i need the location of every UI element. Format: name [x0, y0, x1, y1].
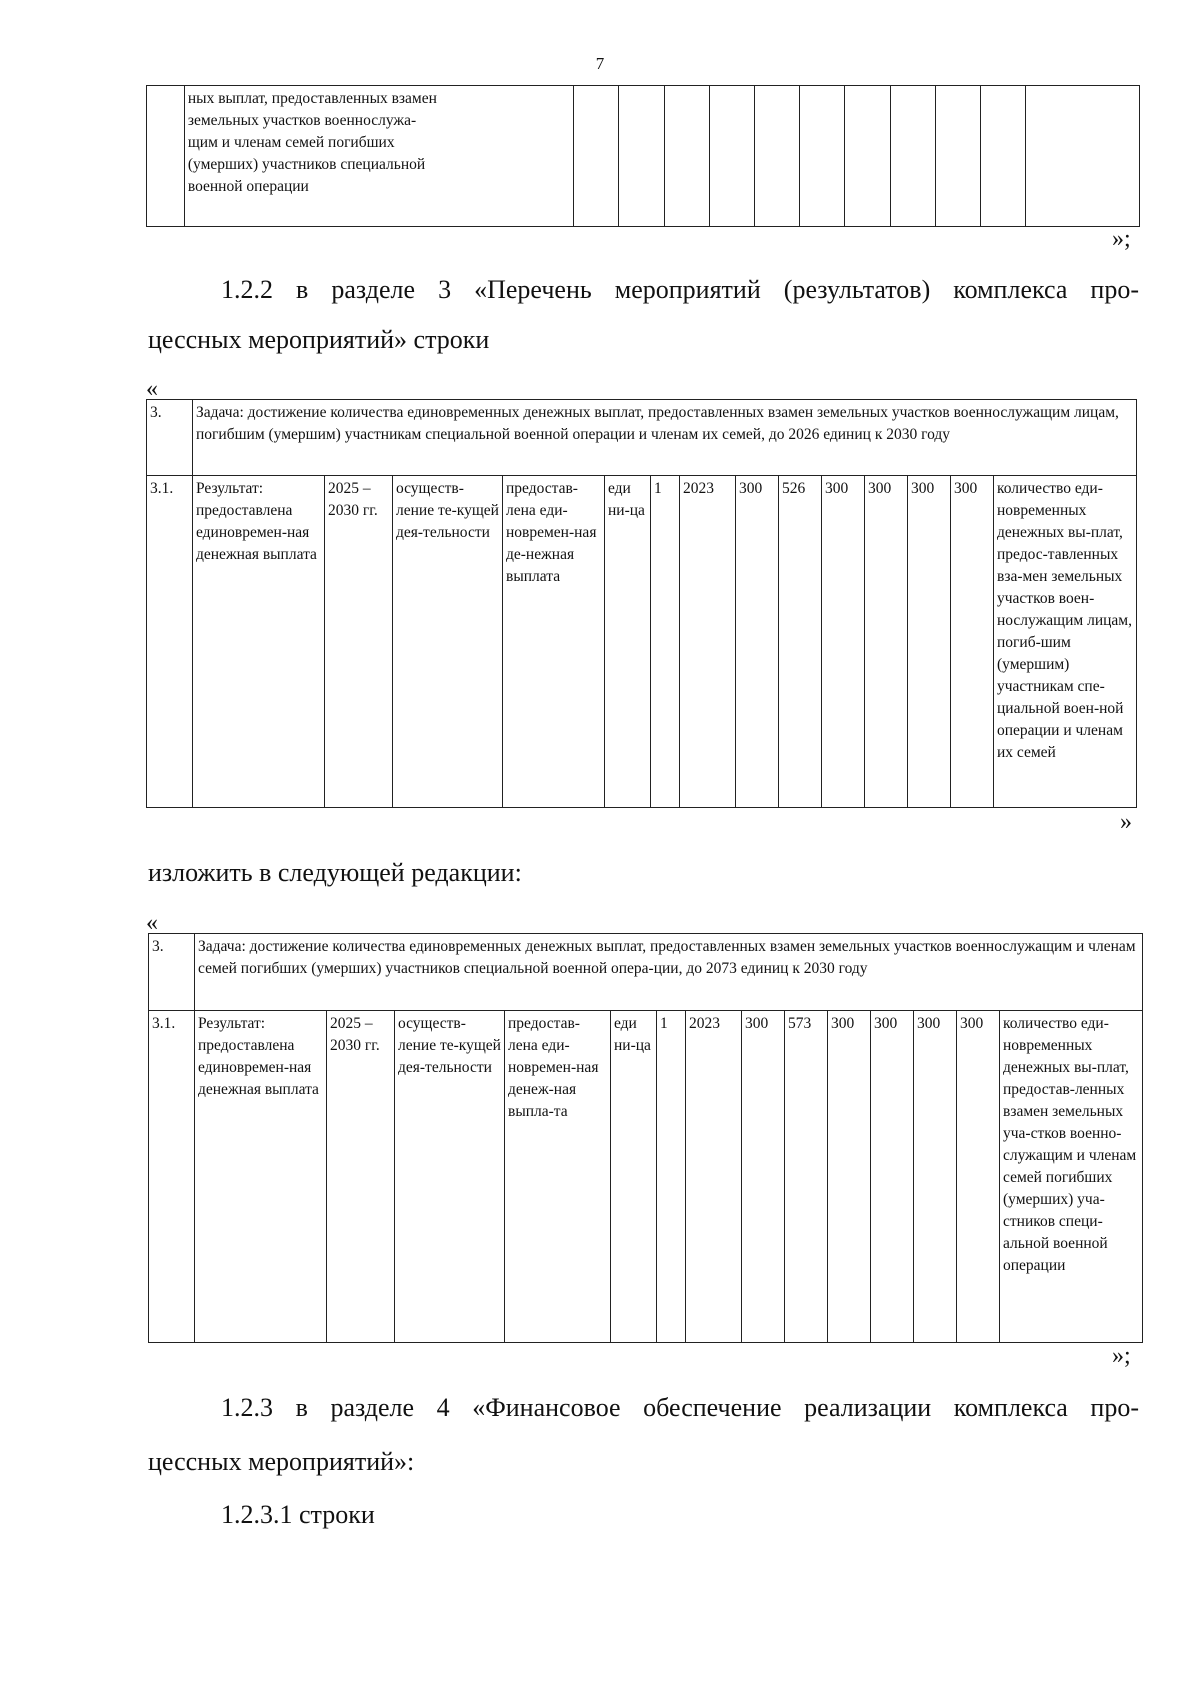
paragraph-1-2-2-line2: цессных мероприятий» строки	[148, 325, 490, 354]
task-number: 3.	[149, 934, 195, 1011]
old-edition-table	[146, 399, 1137, 808]
type-cell: осуществ-ление те-кущей дея-тельности	[393, 476, 503, 808]
paragraph-1-2-3-line2: цессных мероприятий»:	[148, 1447, 415, 1476]
new-edition-table	[148, 933, 1143, 1343]
base-year-cell: 2023	[680, 476, 736, 808]
table-cell	[935, 86, 980, 227]
table-cell	[890, 86, 935, 227]
closing-quote: »	[1120, 809, 1132, 835]
closing-quote: »;	[1112, 226, 1131, 252]
unit-cell: еди ни-ца	[605, 476, 651, 808]
table-cell	[147, 86, 185, 227]
indicator-cell: количество еди-новременных денежных вы-плат, предос-тавленных вза-мен земельных участков воен-нослужащим лицам, погиб-шим (умершим) участникам спе-циальной воен-ной операции и членам их семей	[994, 476, 1137, 808]
code-cell: 1	[651, 476, 680, 808]
table-cell	[981, 86, 1026, 227]
result-cell: Результат: предоставлена единовремен-ная денежная выплата	[193, 476, 325, 808]
value-cell: 300	[822, 476, 865, 808]
value-cell: 300	[908, 476, 951, 808]
characteristic-cell: предостав-лена еди-новремен-ная денеж-ная выпла-та	[505, 1011, 611, 1343]
characteristic-cell: предостав-лена еди-новремен-ная де-нежная выплата	[503, 476, 605, 808]
table-cell	[845, 86, 890, 227]
opening-quote: «	[146, 376, 158, 402]
text-line: ных выплат, предоставленных взамен	[187, 90, 437, 107]
base-year-cell: 2023	[686, 1011, 742, 1343]
opening-quote: «	[146, 910, 158, 936]
closing-quote: »;	[1112, 1343, 1131, 1369]
period-cell: 2025 – 2030 гг.	[327, 1011, 395, 1343]
text-line: военной операции	[187, 178, 309, 195]
paragraph-1-2-3-1: 1.2.3.1 строки	[221, 1500, 375, 1529]
type-cell: осуществ-ление те-кущей дея-тельности	[395, 1011, 505, 1343]
value-cell: 300	[828, 1011, 871, 1343]
period-cell: 2025 – 2030 гг.	[325, 476, 393, 808]
table-cell	[184, 86, 573, 227]
task-number: 3.	[147, 400, 193, 476]
text-line: (умерших) участников специальной	[187, 156, 426, 173]
table-cell	[709, 86, 754, 227]
table-cell	[800, 86, 845, 227]
indicator-cell: количество еди-новременных денежных вы-плат, предостав-ленных взамен земельных уча-стков военно-служащим и членам семей погибших (умерших) уча-стников специ-альной военной операции	[1000, 1011, 1143, 1343]
paragraph-new-edition: изложить в следующей редакции:	[148, 858, 522, 887]
value-cell: 300	[951, 476, 994, 808]
row-number: 3.1.	[149, 1011, 195, 1343]
continuation-table	[146, 85, 1140, 227]
value-cell: 300	[871, 1011, 914, 1343]
value-cell: 300	[914, 1011, 957, 1343]
text-line: щим и членам семей погибших	[187, 134, 395, 151]
result-cell: Результат: предоставлена единовремен-ная денежная выплата	[195, 1011, 327, 1343]
code-cell: 1	[657, 1011, 686, 1343]
table-cell	[754, 86, 799, 227]
value-cell: 300	[957, 1011, 1000, 1343]
value-cell: 300	[736, 476, 779, 808]
value-cell: 300	[742, 1011, 785, 1343]
row-number: 3.1.	[147, 476, 193, 808]
task-text: Задача: достижение количества единовременных денежных выплат, предоставленных взамен земельных участков военнослужащим и членам семей погибших (умерших) участников специальной военной опера-ции, до 2073 единиц к 2030 году	[195, 934, 1143, 1011]
page-number: 7	[595, 54, 605, 73]
table-cell	[574, 86, 619, 227]
unit-cell: еди ни-ца	[611, 1011, 657, 1343]
table-cell	[664, 86, 709, 227]
value-cell: 300	[865, 476, 908, 808]
paragraph-1-2-2-line1: 1.2.2 в разделе 3 «Перечень мероприятий (результатов) комплекса про-	[221, 275, 1139, 304]
task-text: Задача: достижение количества единовременных денежных выплат, предоставленных взамен земельных участков военнослужащим лицам, погибшим (умершим) участникам специальной военной операции и членам их семей, до 2026 единиц к 2030 году	[193, 400, 1137, 476]
value-cell: 573	[785, 1011, 828, 1343]
value-cell: 526	[779, 476, 822, 808]
table-cell	[619, 86, 664, 227]
table-cell	[1026, 86, 1140, 227]
text-line: земельных участков военнослужа-	[187, 112, 417, 129]
paragraph-1-2-3-line1: 1.2.3 в разделе 4 «Финансовое обеспечение реализации комплекса про-	[221, 1393, 1139, 1422]
